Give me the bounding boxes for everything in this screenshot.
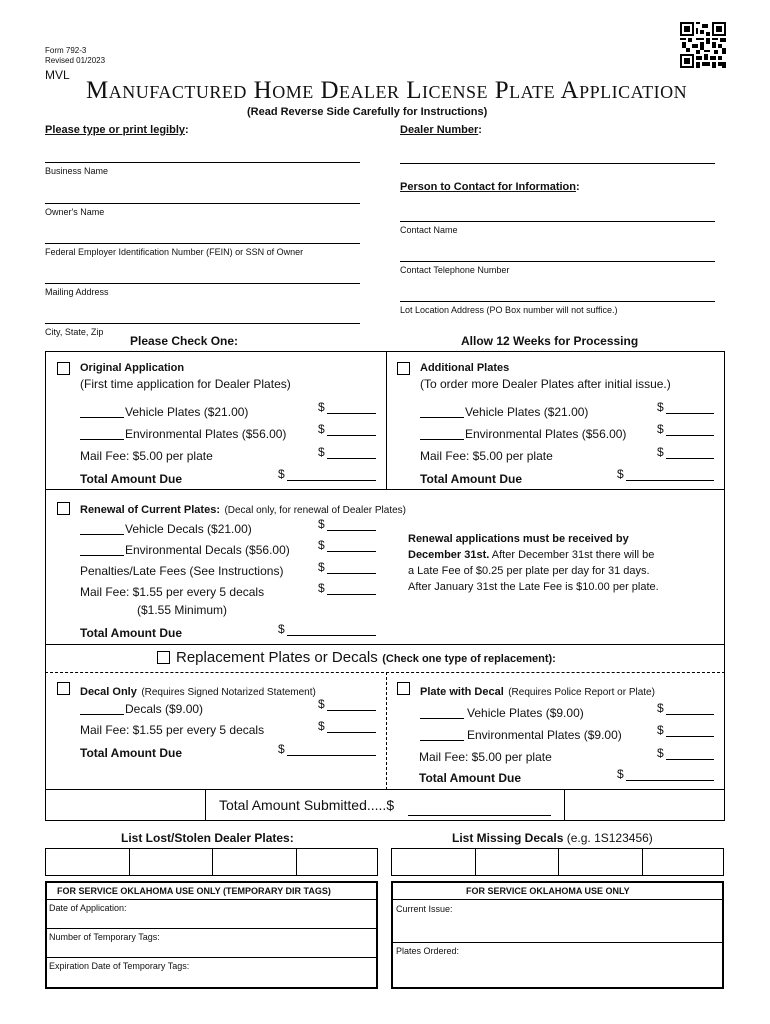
renewal-checkbox[interactable] <box>57 502 70 515</box>
city-state-zip-label: City, State, Zip <box>45 327 104 337</box>
renewal-penalties-label: Penalties/Late Fees (See Instructions) <box>80 564 284 578</box>
lost-plate-cell[interactable] <box>212 849 296 875</box>
additional-plates-title: Additional Plates <box>420 362 510 374</box>
additional-env-label: Environmental Plates ($56.00) <box>465 427 627 441</box>
plate-decal-mail-fee-label: Mail Fee: $5.00 per plate <box>419 750 552 764</box>
renewal-mail-fee-amount-field[interactable]: $ <box>318 581 376 595</box>
lot-location-field[interactable] <box>400 301 715 302</box>
additional-vehicle-label: Vehicle Plates ($21.00) <box>465 405 589 419</box>
renewal-env-amount-field[interactable]: $ <box>318 538 376 552</box>
dealer-number-field[interactable] <box>400 163 715 164</box>
renewal-deadline-note: Renewal applications must be received by December 31st. After December 31st there will be a Late Fee of $0.25 per plate per day for 31 days. After January 31st the Late Fee is $10.00 per plate. <box>408 533 659 593</box>
plate-decal-vehicle-qty-field[interactable] <box>420 718 464 719</box>
plate-decal-env-label: Environmental Plates ($9.00) <box>467 728 622 742</box>
decal-only-total-amount-field[interactable]: $ <box>278 742 376 756</box>
print-legibly-instruction: Please type or print legibly: <box>45 124 189 136</box>
page-title: Manufactured Home Dealer License Plate Application <box>86 77 688 104</box>
additional-vehicle-qty-field[interactable] <box>420 417 464 418</box>
decal-only-total-label: Total Amount Due <box>80 746 182 760</box>
renewal-total-amount-field[interactable]: $ <box>278 622 376 636</box>
divider-vertical <box>386 351 387 490</box>
additional-env-qty-field[interactable] <box>420 439 464 440</box>
divider-horizontal <box>45 489 725 490</box>
replacement-heading: Replacement Plates or Decals (Check one type of replacement): <box>176 649 556 666</box>
plate-decal-total-label: Total Amount Due <box>419 771 521 785</box>
plate-with-decal-checkbox[interactable] <box>397 682 410 695</box>
decal-only-checkbox[interactable] <box>57 682 70 695</box>
contact-heading: Person to Contact for Information: <box>400 181 580 193</box>
decal-only-decals-label: Decals ($9.00) <box>125 702 204 716</box>
additional-total-label: Total Amount Due <box>420 472 522 486</box>
plate-with-decal-title: Plate with Decal (Requires Police Report or Plate) <box>420 686 655 698</box>
date-of-application-label: Date of Application: <box>49 903 127 913</box>
divider-horizontal <box>45 789 725 790</box>
additional-env-amount-field[interactable]: $ <box>657 422 714 436</box>
divider-dashed <box>45 672 725 673</box>
contact-phone-label: Contact Telephone Number <box>400 265 510 275</box>
plate-decal-vehicle-label: Vehicle Plates ($9.00) <box>467 706 584 720</box>
original-mail-fee-amount-field[interactable]: $ <box>318 445 376 459</box>
dealer-number-label: Dealer Number: <box>400 124 482 136</box>
plates-ordered-label: Plates Ordered: <box>396 946 460 956</box>
expiration-temp-tags-label: Expiration Date of Temporary Tags: <box>49 961 190 971</box>
lost-plate-cell[interactable] <box>129 849 212 875</box>
revised-date: Revised 01/2023 <box>45 56 106 65</box>
contact-phone-field[interactable] <box>400 261 715 262</box>
original-mail-fee-label: Mail Fee: $5.00 per plate <box>80 449 213 463</box>
missing-decal-cell[interactable] <box>642 849 723 875</box>
mailing-address-label: Mailing Address <box>45 287 109 297</box>
original-vehicle-amount-field[interactable]: $ <box>318 400 376 414</box>
decal-only-title: Decal Only (Requires Signed Notarized Statement) <box>80 686 316 698</box>
original-vehicle-qty-field[interactable] <box>80 417 124 418</box>
service-use-box <box>391 881 724 989</box>
renewal-vehicle-amount-field[interactable]: $ <box>318 517 376 531</box>
additional-plates-checkbox[interactable] <box>397 362 410 375</box>
renewal-env-qty-field[interactable] <box>80 555 124 556</box>
original-env-qty-field[interactable] <box>80 439 124 440</box>
divider-horizontal <box>45 644 725 645</box>
qr-code-icon <box>680 22 726 68</box>
plate-decal-total-amount-field[interactable]: $ <box>617 767 714 781</box>
page-subtitle: (Read Reverse Side Carefully for Instructions) <box>247 106 488 118</box>
additional-mail-fee-label: Mail Fee: $5.00 per plate <box>420 449 553 463</box>
missing-decals-heading: List Missing Decals (e.g. 1S123456) <box>452 831 653 845</box>
owner-name-label: Owner's Name <box>45 207 105 217</box>
current-issue-label: Current Issue: <box>396 904 453 914</box>
divider-horizontal <box>47 957 376 958</box>
original-application-title: Original Application <box>80 362 185 374</box>
contact-name-label: Contact Name <box>400 225 458 235</box>
owner-name-field[interactable] <box>45 203 360 204</box>
divider-vertical <box>564 789 565 821</box>
fein-label: Federal Employer Identification Number (FEIN) or SSN of Owner <box>45 247 304 257</box>
business-name-field[interactable] <box>45 162 360 163</box>
divider-horizontal <box>393 942 722 943</box>
plate-decal-env-amount-field[interactable]: $ <box>657 723 714 737</box>
check-one-heading: Please Check One: <box>130 334 239 348</box>
business-name-label: Business Name <box>45 166 109 176</box>
renewal-title: Renewal of Current Plates: (Decal only, for renewal of Dealer Plates) <box>80 504 406 516</box>
missing-decal-cell[interactable] <box>392 849 475 875</box>
renewal-vehicle-qty-field[interactable] <box>80 534 124 535</box>
original-env-amount-field[interactable]: $ <box>318 422 376 436</box>
renewal-mail-fee-label: Mail Fee: $1.55 per every 5 decals <box>80 585 265 599</box>
decal-only-amount-field[interactable]: $ <box>318 697 376 711</box>
replacement-checkbox[interactable] <box>157 651 170 664</box>
additional-mail-fee-amount-field[interactable]: $ <box>657 445 714 459</box>
divider-horizontal <box>47 928 376 929</box>
original-vehicle-label: Vehicle Plates ($21.00) <box>125 405 249 419</box>
lot-location-label: Lot Location Address (PO Box number will not suffice.) <box>400 305 618 315</box>
additional-vehicle-amount-field[interactable]: $ <box>657 400 714 414</box>
renewal-vehicle-label: Vehicle Decals ($21.00) <box>125 522 252 536</box>
plate-decal-env-qty-field[interactable] <box>420 740 464 741</box>
city-state-zip-field[interactable] <box>45 323 360 324</box>
original-total-label: Total Amount Due <box>80 472 182 486</box>
divider-horizontal <box>393 899 722 900</box>
lost-stolen-heading: List Lost/Stolen Dealer Plates: <box>121 831 294 845</box>
agency-label: MVL <box>45 68 70 82</box>
renewal-total-label: Total Amount Due <box>80 626 182 640</box>
missing-decal-cell[interactable] <box>475 849 558 875</box>
original-application-checkbox[interactable] <box>57 362 70 375</box>
renewal-minimum-label: ($1.55 Minimum) <box>137 603 228 617</box>
contact-name-field[interactable] <box>400 221 715 222</box>
missing-decal-cell[interactable] <box>558 849 642 875</box>
service-use-heading: FOR SERVICE OKLAHOMA USE ONLY <box>466 886 630 896</box>
decal-only-qty-field[interactable] <box>80 714 124 715</box>
divider-vertical <box>205 789 206 821</box>
divider-horizontal <box>47 899 376 900</box>
renewal-env-label: Environmental Decals ($56.00) <box>125 543 290 557</box>
decal-only-mail-fee-amount-field[interactable]: $ <box>318 719 376 733</box>
fein-field[interactable] <box>45 243 360 244</box>
divider-dashed <box>386 672 387 790</box>
total-submitted-label: Total Amount Submitted.....$ <box>219 797 395 813</box>
total-submitted-field[interactable] <box>408 815 551 816</box>
decal-only-mail-fee-label: Mail Fee: $1.55 per every 5 decals <box>80 723 265 737</box>
form-number: Form 792-3 <box>45 46 87 55</box>
additional-plates-desc: (To order more Dealer Plates after initial issue.) <box>420 377 671 391</box>
lost-plate-cell[interactable] <box>46 849 129 875</box>
original-total-amount-field[interactable]: $ <box>278 467 376 481</box>
additional-total-amount-field[interactable]: $ <box>617 467 714 481</box>
number-temp-tags-label: Number of Temporary Tags: <box>49 932 160 942</box>
service-use-temp-tags-heading: FOR SERVICE OKLAHOMA USE ONLY (TEMPORARY DIR TAGS) <box>57 886 331 896</box>
mailing-address-field[interactable] <box>45 283 360 284</box>
plate-decal-vehicle-amount-field[interactable]: $ <box>657 701 714 715</box>
original-application-desc: (First time application for Dealer Plates) <box>80 377 291 391</box>
plate-decal-mail-fee-amount-field[interactable]: $ <box>657 746 714 760</box>
renewal-penalties-amount-field[interactable]: $ <box>318 560 376 574</box>
original-env-label: Environmental Plates ($56.00) <box>125 427 287 441</box>
lost-plate-cell[interactable] <box>296 849 377 875</box>
processing-note: Allow 12 Weeks for Processing <box>461 334 639 348</box>
